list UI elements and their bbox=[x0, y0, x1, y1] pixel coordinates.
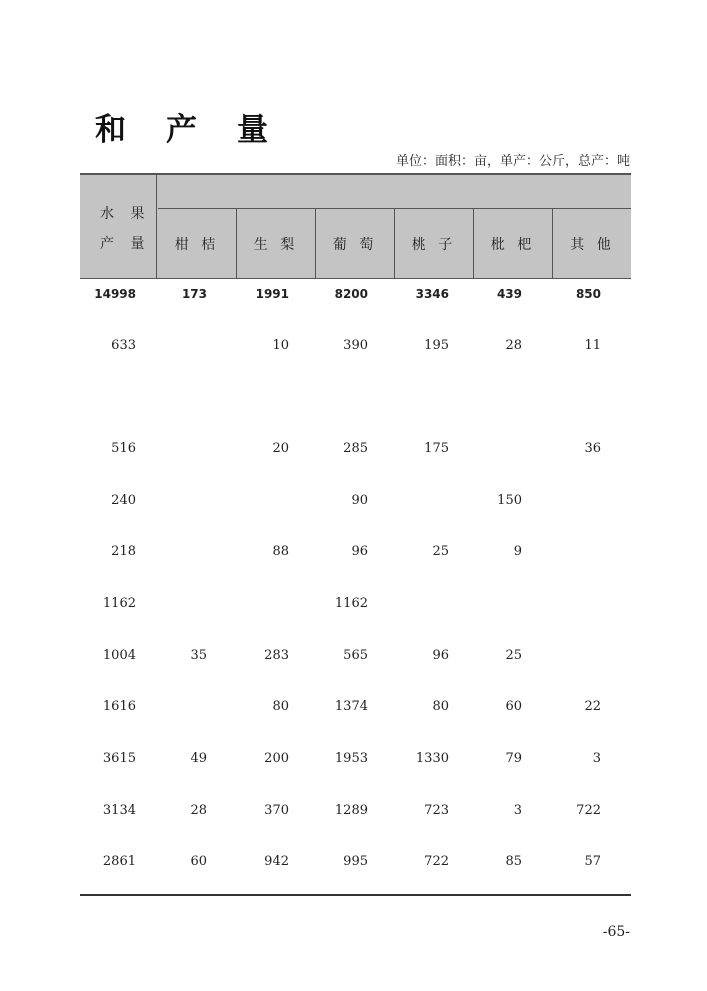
cell-value: 942 bbox=[264, 854, 289, 869]
cell-value: 22 bbox=[584, 699, 601, 714]
cell-value: 10 bbox=[272, 338, 289, 353]
cell-value: 3346 bbox=[415, 287, 449, 301]
cell-value: 96 bbox=[432, 648, 449, 663]
cell-fruit-yield: 3134 bbox=[102, 803, 136, 818]
cell-value: 9 bbox=[513, 544, 522, 559]
cell-value: 722 bbox=[576, 803, 601, 818]
cell-value bbox=[80, 541, 601, 563]
table-row bbox=[80, 593, 631, 615]
cell-value: 283 bbox=[264, 648, 289, 663]
table-header bbox=[80, 173, 631, 279]
cell-value: 195 bbox=[424, 338, 449, 353]
cell-value: 79 bbox=[505, 751, 522, 766]
table-row bbox=[80, 696, 631, 718]
cell-value: 150 bbox=[497, 493, 522, 508]
cell-fruit-yield: 3615 bbox=[102, 751, 136, 766]
cell-value: 60 bbox=[190, 854, 207, 869]
cell-fruit-yield: 14998 bbox=[94, 287, 136, 301]
cell-value bbox=[80, 490, 601, 512]
cell-value: 96 bbox=[351, 544, 368, 559]
cell-value: 20 bbox=[272, 441, 289, 456]
cell-value: 80 bbox=[432, 699, 449, 714]
cell-value: 36 bbox=[584, 441, 601, 456]
cell-value: 28 bbox=[505, 338, 522, 353]
table-row bbox=[80, 851, 631, 873]
cell-fruit-yield: 2861 bbox=[102, 854, 136, 869]
cell-fruit-yield: 240 bbox=[111, 493, 136, 508]
cell-fruit-yield: 516 bbox=[111, 441, 136, 456]
title-char-1: 和 bbox=[95, 112, 126, 148]
cell-value: 173 bbox=[181, 287, 207, 301]
cell-value: 85 bbox=[505, 854, 522, 869]
cell-value: 57 bbox=[584, 854, 601, 869]
page-number: -65- bbox=[602, 924, 630, 940]
cell-value: 1991 bbox=[255, 287, 289, 301]
cell-value: 25 bbox=[505, 648, 522, 663]
header-col-grape: 葡 萄 bbox=[316, 209, 395, 278]
cell-value: 850 bbox=[575, 287, 601, 301]
header-col-loquat: 枇 杷 bbox=[474, 209, 553, 278]
cell-value: 1374 bbox=[334, 699, 368, 714]
cell-value: 1953 bbox=[334, 751, 368, 766]
header-fruit-yield-line1: 水 果 bbox=[100, 206, 151, 222]
header-col-pear: 生 梨 bbox=[237, 209, 316, 278]
cell-value: 28 bbox=[190, 803, 207, 818]
cell-value: 1162 bbox=[334, 596, 368, 611]
cell-value: 390 bbox=[343, 338, 368, 353]
cell-fruit-yield: 633 bbox=[111, 338, 136, 353]
cell-value: 439 bbox=[496, 287, 522, 301]
header-col-citrus: 柑 桔 bbox=[158, 209, 237, 278]
table-row bbox=[80, 438, 631, 460]
cell-value: 80 bbox=[272, 699, 289, 714]
table-row bbox=[80, 800, 631, 822]
cell-value: 1289 bbox=[334, 803, 368, 818]
cell-value: 722 bbox=[424, 854, 449, 869]
page-title bbox=[95, 104, 308, 149]
cell-fruit-yield: 1004 bbox=[102, 648, 136, 663]
table-row bbox=[80, 748, 631, 770]
header-fruit-yield bbox=[80, 175, 157, 278]
cell-value bbox=[80, 645, 601, 667]
cell-value: 90 bbox=[351, 493, 368, 508]
cell-value: 8200 bbox=[334, 287, 368, 301]
header-col-peach: 桃 子 bbox=[395, 209, 474, 278]
cell-value: 565 bbox=[343, 648, 368, 663]
cell-value: 285 bbox=[343, 441, 368, 456]
cell-fruit-yield: 218 bbox=[111, 544, 136, 559]
header-col-other: 其 他 bbox=[570, 236, 615, 253]
cell-value: 995 bbox=[343, 854, 368, 869]
cell-value: 370 bbox=[264, 803, 289, 818]
cell-value: 175 bbox=[424, 441, 449, 456]
cell-value: 49 bbox=[190, 751, 207, 766]
fruit-production-table bbox=[80, 173, 631, 869]
cell-value: 200 bbox=[264, 751, 289, 766]
title-char-3: 量 bbox=[237, 112, 268, 148]
cell-value: 35 bbox=[190, 648, 207, 663]
table-row bbox=[80, 335, 631, 357]
title-char-2: 产 bbox=[166, 112, 197, 148]
table-row bbox=[80, 541, 631, 563]
cell-value: 1330 bbox=[415, 751, 449, 766]
unit-note: 单位：面积：亩，单产：公斤，总产：吨 bbox=[395, 154, 630, 169]
cell-fruit-yield: 1162 bbox=[102, 596, 136, 611]
cell-value bbox=[80, 593, 601, 615]
cell-value: 3 bbox=[592, 751, 601, 766]
cell-value: 60 bbox=[505, 699, 522, 714]
bottom-rule bbox=[80, 894, 631, 896]
total-row bbox=[80, 283, 631, 305]
table-row bbox=[80, 645, 631, 667]
header-fruit-yield-line2: 产 量 bbox=[100, 236, 151, 252]
cell-value: 25 bbox=[432, 544, 449, 559]
cell-value: 88 bbox=[272, 544, 289, 559]
cell-value: 11 bbox=[584, 338, 601, 353]
cell-value: 723 bbox=[424, 803, 449, 818]
table-row bbox=[80, 490, 631, 512]
cell-fruit-yield: 1616 bbox=[102, 699, 136, 714]
cell-value: 3 bbox=[513, 803, 522, 818]
